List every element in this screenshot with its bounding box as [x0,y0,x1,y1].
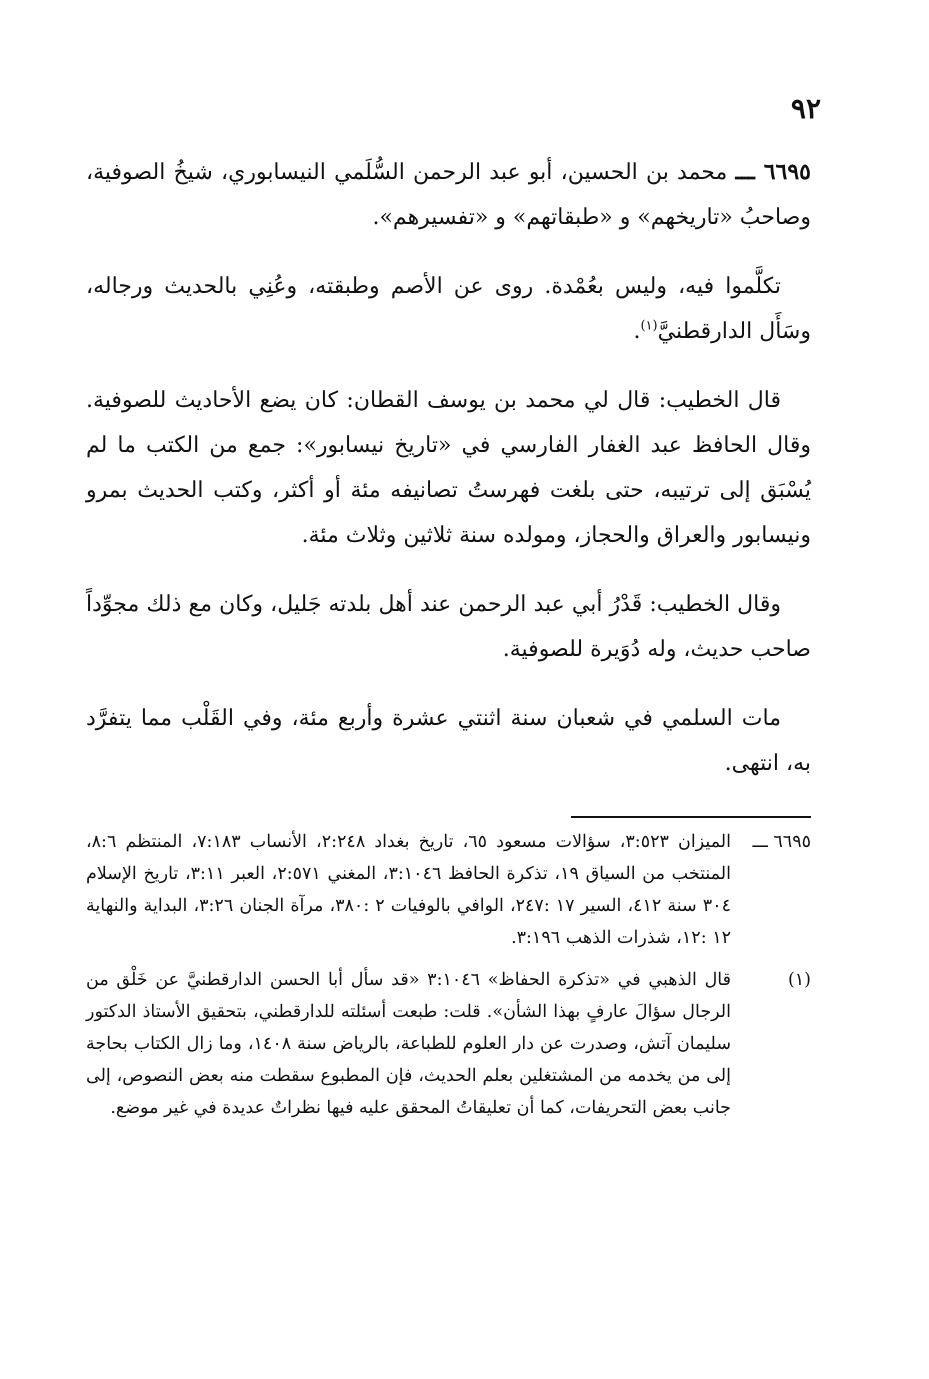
paragraph-text: تكلَّموا فيه، وليس بعُمْدة. روى عن الأصم وطبقته، وعُنِي بالحديث ورجاله، وسَأَل الدارقطنيَّ [86,274,811,344]
paragraph-khatib-qattan: قال الخطيب: قال لي محمد بن يوسف القطان: كان يضع الأحاديث للصوفية. وقال الحافظ عبد الغفار الفارسي في «تاريخ نيسابور»: جمع من الكتب ما لم يُسْبَق إلى ترتيبه، حتى بلغت فهرستُ تصانيفه مئة أو أكثر، وكتب الحديث بمرو ونيسابور والعراق والحجاز، ومولده سنة ثلاثين وثلاث مئة. [86,388,811,548]
footnote-1 [86,964,811,1124]
page-number: ٩٢ [790,92,821,125]
footnotes [86,826,811,1134]
footnote-text: الميزان ٣:٥٢٣، سؤالات مسعود ٦٥، تاريخ بغداد ٢:٢٤٨، الأنساب ٧:١٨٣، المنتظم ٨:٦، المنتخب من السياق ١٩، تذكرة الحافظ ٣:١٠٤٦، المغني ٢:٥٧١، العبر ٣:١١، تاريخ الإسلام ٣٠٤ سنة ٤١٢، السير ١٧ :٢٤٧، الوافي بالوفيات ٢ :٣٨٠، مرآة الجنان ٣:٢٦، البداية والنهاية ١٢ :١٢، شذرات الذهب ٣:١٩٦. [86,832,732,948]
entry-number: ٦٦٩٥ ـــ [735,159,811,185]
entry-paragraph [86,150,811,240]
footnote-text: قال الذهبي في «تذكرة الحفاظ» ٣:١٠٤٦ «قد سأل أبا الحسن الدارقطنيَّ عن خَلْق من الرجال سؤالَ عارفٍ بهذا الشأن». قلت: طبعت أسئلته للدارقطني، بتحقيق الأستاذ الدكتور سليمان آتش، وصدرت عن دار العلوم للطباعة، بالرياض سنة ١٤٠٨، وما زال الكتاب بحاجة إلى من يخدمه من المشتغلين بعلم الحديث، فإن المطبوع سقطت منه بعض النصوص، إلى جانب بعض التحريفات، كما أن تعليقاتُ المحقق عليه فيها نظراتٌ عديدة في غير موضع. [86,970,732,1118]
paragraph-death: مات السلمي في شعبان سنة اثنتي عشرة وأربع مئة، وفي القَلْب مما يتفرَّد به، انتهى. [86,706,811,776]
paragraph-khatib-qadr: وقال الخطيب: قَدْرُ أبي عبد الرحمن عند أهل بلدته جَليل، وكان مع ذلك مجوِّداً صاحب حديث، وله دُوَيرة للصوفية. [86,592,811,662]
footnote-reference[interactable]: (١) [640,318,658,334]
main-text [86,150,811,810]
footnote-label: (١) [787,970,811,990]
paragraph-end: . [633,319,641,344]
entry-text: محمد بن الحسين، أبو عبد الرحمن السُّلَمي النيسابوري، شيخُ الصوفية، وصاحبُ «تاريخهم» و «طبقاتهم» و «تفسيرهم». [86,160,811,230]
footnote-label: ٦٦٩٥ ـــ [752,832,811,852]
paragraph-narration [86,264,811,354]
footnote-divider [571,816,811,818]
footnote-sources [86,826,811,954]
